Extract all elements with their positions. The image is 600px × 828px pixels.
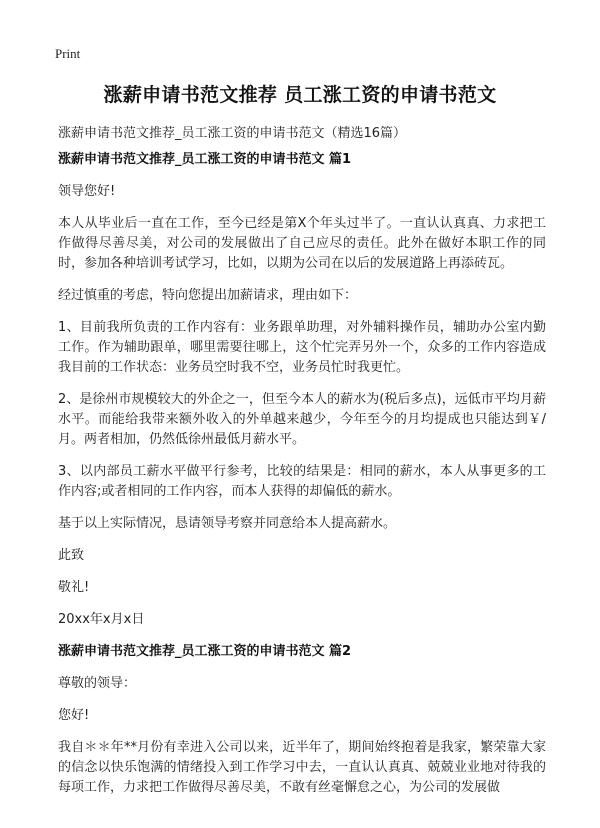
paragraph: 本人从毕业后一直在工作，至今已经是第X个年头过半了。一直认认真真、力求把工作做得尽善尽美，对公司的发展做出了自己应尽的责任。此外在做好本职工作的同时，参加各种培训考试学习，比如，以期为公司在以后的发展道路上再添砖瓦。 bbox=[58, 216, 546, 271]
paragraph: 3、以内部员工薪水平做平行参考，比较的结果是：相同的薪水，本人从事更多的工作内容;或者相同的工作内容，而本人获得的却偏低的薪水。 bbox=[58, 464, 546, 499]
paragraph: 2、是徐州市规模较大的外企之一，但至今本人的薪水为(税后多点)，远低市平均月薪水平。而能给我带来额外收入的外单越来越少，今年至今的月均提成也只能达到￥/月。两者相加，仍然低徐州最低月薪水平。 bbox=[58, 392, 546, 447]
closing-salute: 敬礼! bbox=[58, 580, 90, 595]
paragraph: 基于以上实际情况，恳请领导考察并同意给本人提高薪水。 bbox=[58, 516, 397, 531]
print-link[interactable]: Print bbox=[55, 46, 81, 61]
paragraph: 1、目前我所负责的工作内容有：业务跟单助理，对外辅料操作员，辅助办公室内勤工作。作为辅助跟单，哪里需要往哪上，这个忙完弄另外一个，众多的工作内容造成我目前的工作状态：业务员空时我不空，业务员忙时我更忙。 bbox=[58, 320, 546, 375]
page-title: 涨薪申请书范文推荐 员工涨工资的申请书范文 bbox=[103, 84, 497, 106]
closing-line: 此致 bbox=[58, 548, 85, 563]
paragraph: 我自＊＊年**月份有幸进入公司以来，近半年了，期间始终抱着是我家，繁荣靠大家的信念以快乐饱满的情绪投入到工作学习中去，一直认认真真、兢兢业业地对待我的每项工作，力求把工作做得尽善尽美，不敢有丝毫懈怠之心，为公司的发展做 bbox=[58, 740, 546, 795]
paragraph: 尊敬的领导： bbox=[58, 676, 137, 691]
paragraph: 领导您好! bbox=[58, 184, 116, 199]
paragraph: 经过慎重的考虑，特向您提出加薪请求，理由如下： bbox=[58, 288, 358, 303]
section-heading: 涨薪申请书范文推荐_员工涨工资的申请书范文 篇1 bbox=[58, 152, 352, 167]
paragraph: 您好! bbox=[58, 708, 90, 723]
section-heading: 涨薪申请书范文推荐_员工涨工资的申请书范文 篇2 bbox=[58, 644, 352, 659]
document-body bbox=[58, 150, 546, 810]
document-subtitle: 涨薪申请书范文推荐_员工涨工资的申请书范文（精选16篇） bbox=[58, 126, 407, 141]
date-line: 20xx年x月x日 bbox=[58, 612, 145, 627]
